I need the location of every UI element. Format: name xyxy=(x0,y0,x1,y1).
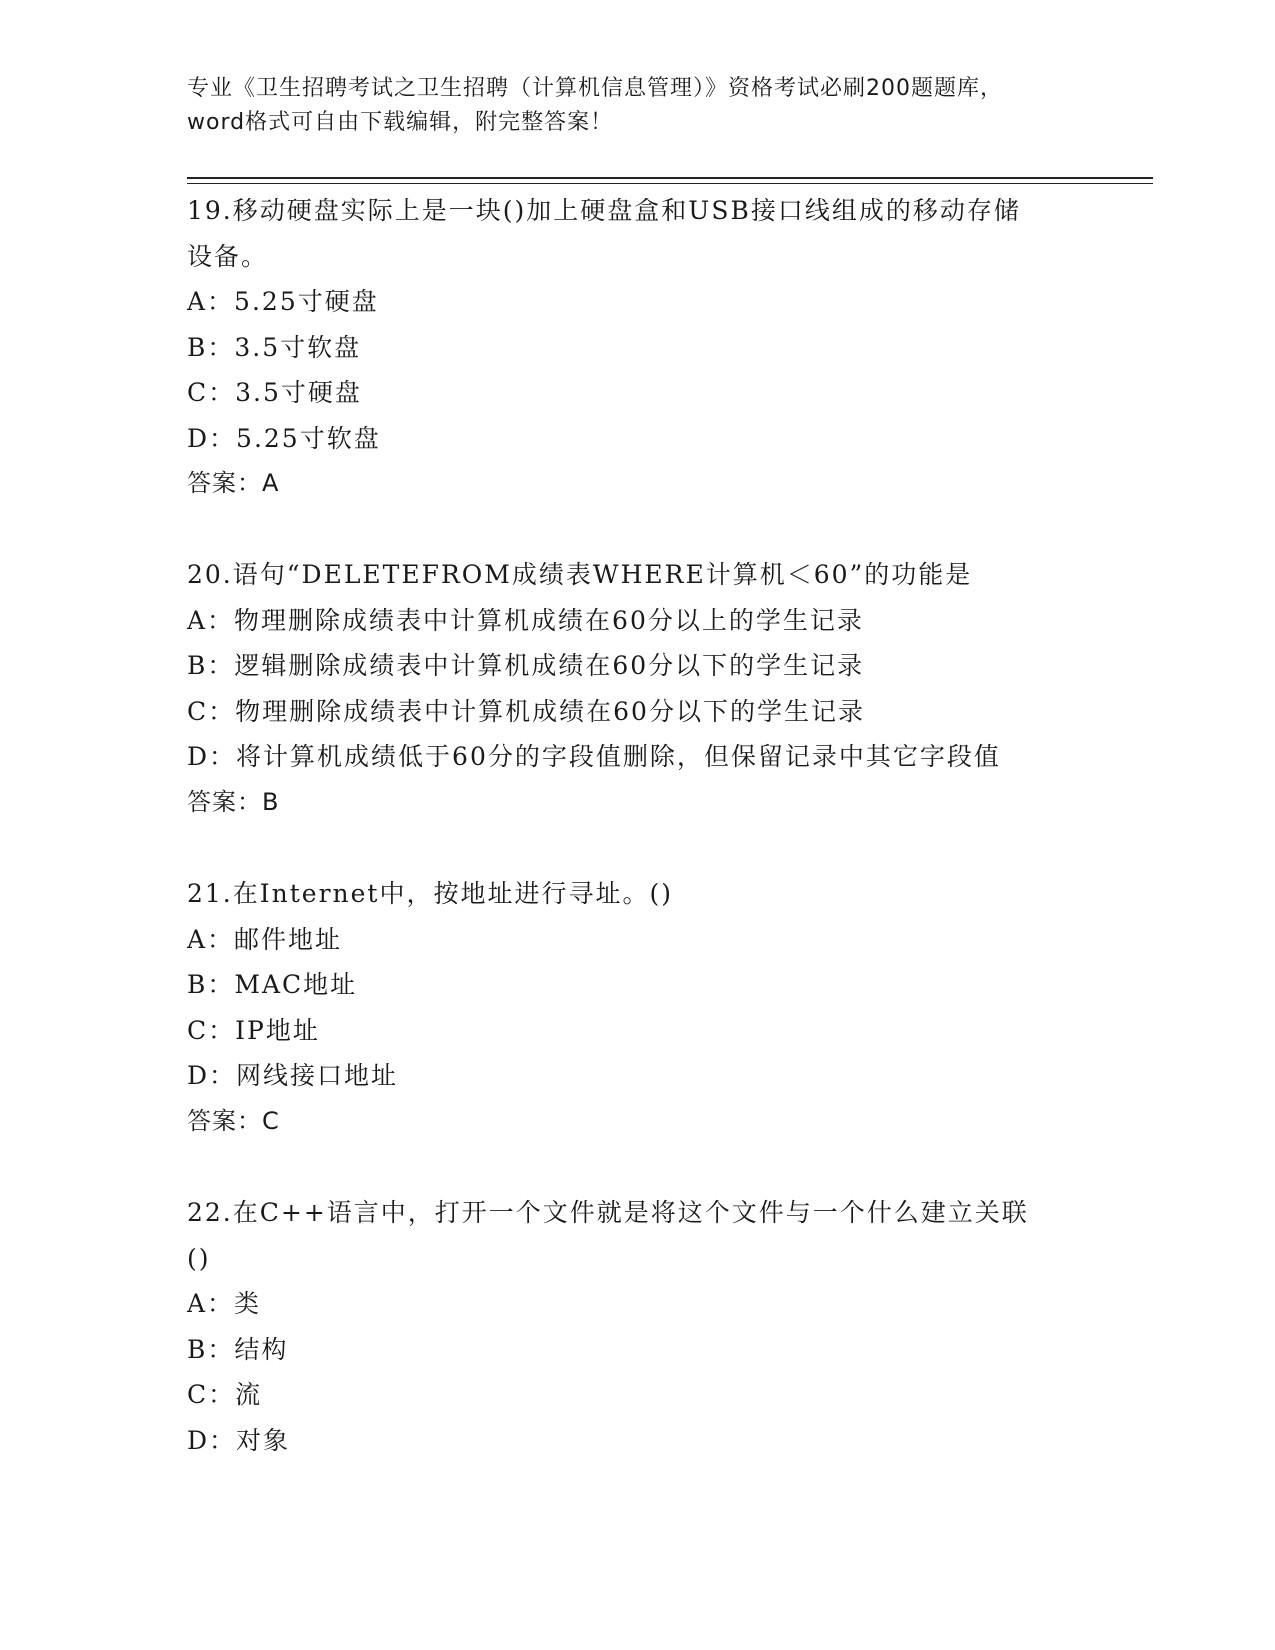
answer-line: 答案：C xyxy=(187,1106,280,1135)
option-c: C：IP地址 xyxy=(187,1015,320,1045)
option-d: D：对象 xyxy=(187,1425,291,1455)
option-a: A：类 xyxy=(187,1289,262,1318)
option-c: C：流 xyxy=(187,1380,263,1409)
option-b: B：逻辑删除成绩表中计算机成绩在60分以下的学生记录 xyxy=(187,651,865,680)
question-22 xyxy=(187,1190,1087,1463)
question-stem: 21.在Internet中，按地址进行寻址。() xyxy=(187,879,673,908)
header-title-line-1: 专业《卫生招聘考试之卫生招聘（计算机信息管理）》资格考试必刷200题题库， xyxy=(187,76,1003,101)
option-a: A：邮件地址 xyxy=(187,924,343,954)
option-d: D：将计算机成绩低于60分的字段值删除，但保留记录中其它字段值 xyxy=(187,742,1001,771)
option-b: B：结构 xyxy=(187,1334,289,1364)
question-stem: 22.在C++语言中，打开一个文件就是将这个文件与一个什么建立关联 xyxy=(187,1198,1029,1227)
option-d: D：网线接口地址 xyxy=(187,1061,399,1090)
option-a: A：物理删除成绩表中计算机成绩在60分以上的学生记录 xyxy=(187,605,864,635)
option-b: B：MAC地址 xyxy=(187,970,358,999)
option-b: B：3.5寸软盘 xyxy=(187,332,362,362)
question-stem: 19.移动硬盘实际上是一块()加上硬盘盒和USB接口线组成的移动存储 xyxy=(187,196,1021,225)
document-header xyxy=(187,72,1087,140)
header-divider-thin xyxy=(187,183,1153,184)
header-title-line-2: word格式可自由下载编辑，附完整答案！ xyxy=(187,110,614,135)
answer-line: 答案：A xyxy=(187,469,280,497)
option-d: D：5.25寸软盘 xyxy=(187,423,381,453)
header-divider-thick xyxy=(187,177,1153,179)
option-c: C：3.5寸硬盘 xyxy=(187,378,362,407)
question-21 xyxy=(187,871,1087,1144)
question-stem: 设备。 xyxy=(187,241,269,271)
question-20 xyxy=(187,552,1087,825)
option-c: C：物理删除成绩表中计算机成绩在60分以下的学生记录 xyxy=(187,696,865,726)
answer-line: 答案：B xyxy=(187,787,280,816)
question-stem: 20.语句“DELETEFROM成绩表WHERE计算机＜60”的功能是 xyxy=(187,560,973,589)
question-stem: () xyxy=(187,1243,211,1273)
question-19 xyxy=(187,188,1087,507)
option-a: A：5.25寸硬盘 xyxy=(187,287,379,316)
